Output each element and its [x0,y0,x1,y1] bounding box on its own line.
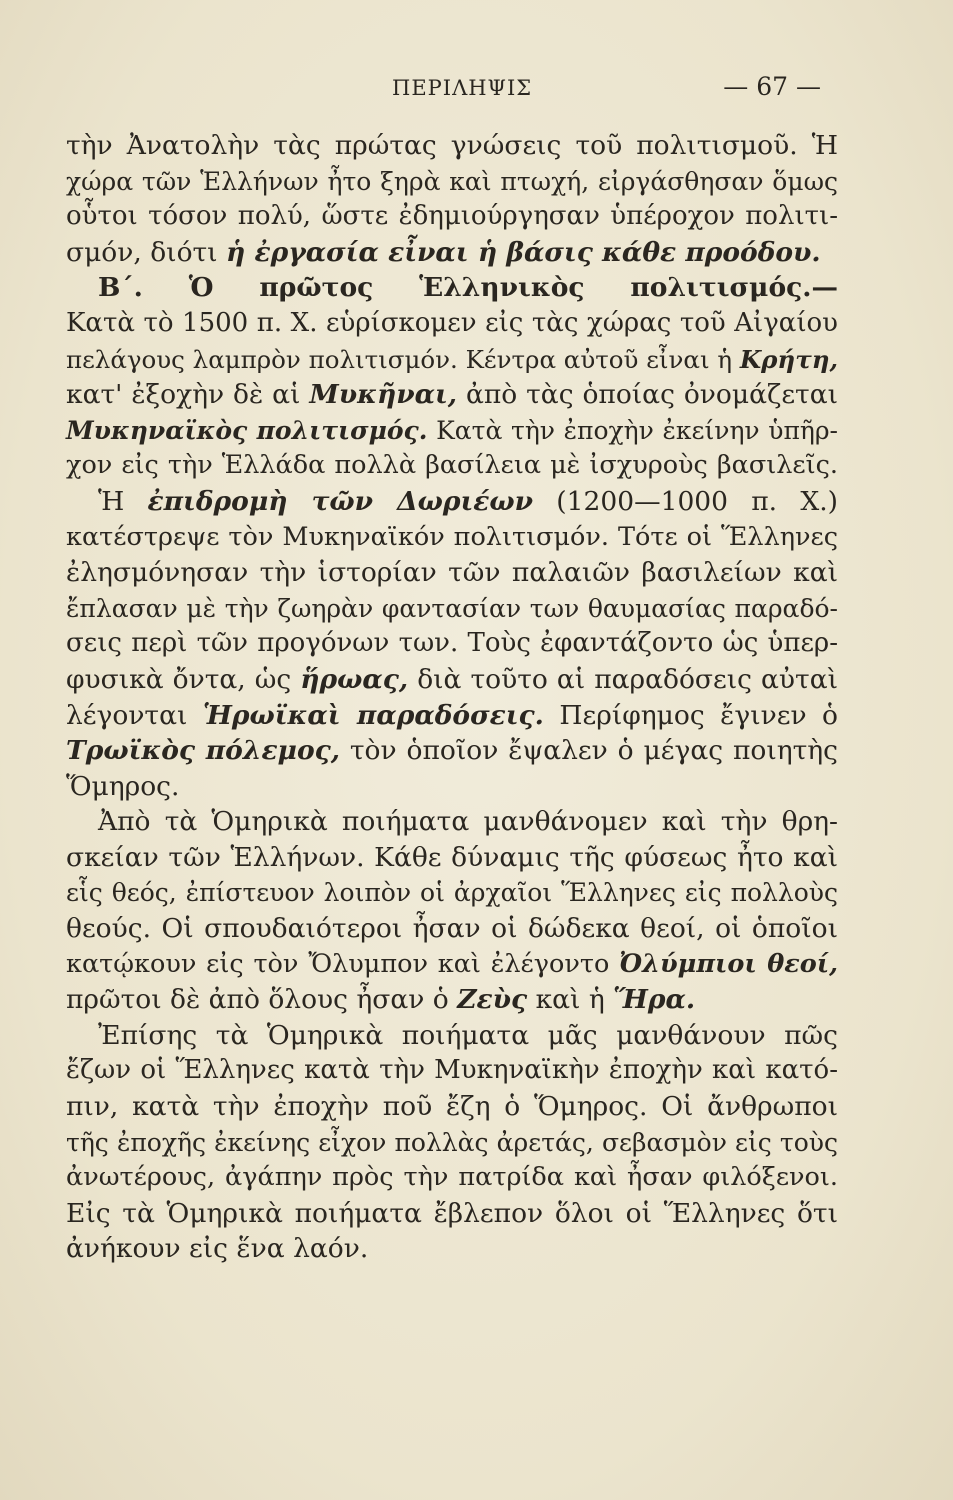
text-line [66,947,838,983]
text-line: ἔπλασαν μὲ τὴν ζωηρὰν φαντασίαν των θαυμασίας παραδό- [66,593,838,623]
text-line [66,235,838,271]
text-line: εἷς θεός, ἐπίστευον λοιπὸν οἱ ἀρχαῖοι Ἕλληνες εἰς πολλοὺς [66,878,838,908]
emphasis: Κρήτη, [739,344,839,374]
text-line: σκείαν τῶν Ἑλλήνων. Κάθε δύναμις τῆς φύσεως ἦτο καὶ [66,841,838,873]
text-run: λέγονται [66,699,203,731]
text-line: τὴν Ἀνατολὴν τὰς πρώτας γνώσεις τοῦ πολιτισμοῦ. Ἡ [66,130,838,161]
emphasis: Τρωϊκὸς πόλεμος, [66,735,340,767]
text-line: Κατὰ τὸ 1500 π. Χ. εὑρίσκομεν εἰς τὰς χώρας τοῦ Αἰγαίου [66,307,838,338]
text-run: πρῶτοι δὲ ἀπὸ ὅλους ἦσαν ὁ [66,984,458,1016]
text-line [66,413,838,449]
text-run: Περίφημος ἔγινεν ὁ [543,699,839,731]
text-line: Εἰς τὰ Ὁμηρικὰ ποιήματα ἔβλεπον ὅλοι οἱ Ἕλληνες ὅτι [66,1197,838,1229]
text-line: Ὅμηρος. [66,770,180,802]
text-run: καὶ ἡ [527,984,614,1016]
text-line [66,484,838,520]
section-heading [66,270,838,306]
emphasis: Μυκηναϊκὸς πολιτισμός. [66,415,428,445]
text-run: φυσικὰ ὄντα, ὡς [66,663,301,695]
text-run: κατ' ἐξοχὴν δὲ αἱ [66,379,310,411]
emphasis: Μυκῆναι, [309,379,458,411]
running-title: ΠΕΡΙΛΗΨΙΣ [392,76,533,100]
text-run: Ἡ [98,485,148,517]
text-run: Κατὰ τὴν ἐποχὴν ἐκείνην ὑπῆρ- [427,415,838,445]
section-title: Β΄. Ὁ πρῶτος Ἑλληνικὸς πολιτισμός.— [98,272,838,304]
text-run: (1200—1000 π. Χ.) [533,485,838,517]
text-run: πελάγους λαμπρὸν πολιτισμόν. Κέντρα αὐτοῦ εἶναι ἡ [66,344,740,374]
emphasis: ἐπιδρομὴ τῶν Δωριέων [147,485,534,517]
emphasis: Ἡρωϊκαὶ παραδόσεις. [202,699,544,731]
emphasis: Ὀλύμπιοι θεοί, [619,948,838,979]
emphasis: Ζεὺς [457,984,528,1016]
text-line [66,982,838,1018]
emphasis: ἡ ἐργασία εἶναι ἡ βάσις κάθε προόδου. [226,236,821,268]
text-line [66,733,838,769]
text-run: ἀπὸ τὰς ὁποίας ὀνομάζεται [457,379,839,411]
text-line: τῆς ἐποχῆς ἐκείνης εἶχον πολλὰς ἀρετάς, σεβασμὸν εἰς τοὺς [66,1127,838,1157]
text-line: οὗτοι τόσον πολύ, ὥστε ἐδημιούργησαν ὑπέροχον πολιτι- [66,201,838,232]
text-line [66,698,838,734]
text-line [66,342,838,378]
text-run: σμόν, διότι [66,236,226,268]
text-line: σεις περὶ τῶν προγόνων των. Τοὺς ἐφαντάζοντο ὡς ὑπερ- [66,628,838,659]
text-run: τὸν ὁποῖον ἔψαλεν ὁ μέγας ποιητὴς [339,735,838,767]
text-line: ἔζων οἱ Ἕλληνες κατὰ τὴν Μυκηναϊκὴν ἐποχὴν καὶ κατό- [66,1055,838,1086]
text-line: Ἀπὸ τὰ Ὁμηρικὰ ποιήματα μανθάνομεν καὶ τὴν θρη- [98,806,838,838]
text-line: ἐλησμόνησαν τὴν ἱστορίαν τῶν παλαιῶν βασιλείων καὶ [66,557,838,589]
text-line: κατέστρεψε τὸν Μυκηναϊκόν πολιτισμόν. Τότε οἱ Ἕλληνες [66,521,838,552]
emphasis: ἥρωας, [300,663,409,695]
emphasis: Ἥρα. [613,984,696,1016]
body-text [66,128,838,1267]
page-number: — 67 — [723,72,821,101]
text-line [66,662,838,698]
text-line: ἀνήκουν εἰς ἕνα λαόν. [66,1233,369,1265]
text-line: πιν, κατὰ τὴν ἐποχὴν ποῦ ἔζη ὁ Ὅμηρος. Οἱ ἄνθρωποι [66,1091,838,1123]
text-line: θεούς. Οἱ σπουδαιότεροι ἦσαν οἱ δώδεκα θεοί, οἱ ὁποῖοι [66,913,838,945]
text-line: Ἐπίσης τὰ Ὁμηρικὰ ποιήματα μᾶς μανθάνουν πῶς [98,1019,838,1051]
text-line [66,377,838,413]
page-header [60,68,821,104]
text-run: διὰ τοῦτο αἱ παραδόσεις αὐταὶ [408,663,838,695]
text-line: χώρα τῶν Ἑλλήνων ἦτο ξηρὰ καὶ πτωχή, εἰργάσθησαν ὅμως [66,166,838,196]
text-run: κατῴκουν εἰς τὸν Ὄλυμπον καὶ ἐλέγοντο [66,948,620,979]
text-line: χον εἰς τὴν Ἑλλάδα πολλὰ βασίλεια μὲ ἰσχυροὺς βασιλεῖς. [66,450,838,481]
text-line: ἀνωτέρους, ἀγάπην πρὸς τὴν πατρίδα καὶ ἦσαν φιλόξενοι. [66,1162,838,1193]
